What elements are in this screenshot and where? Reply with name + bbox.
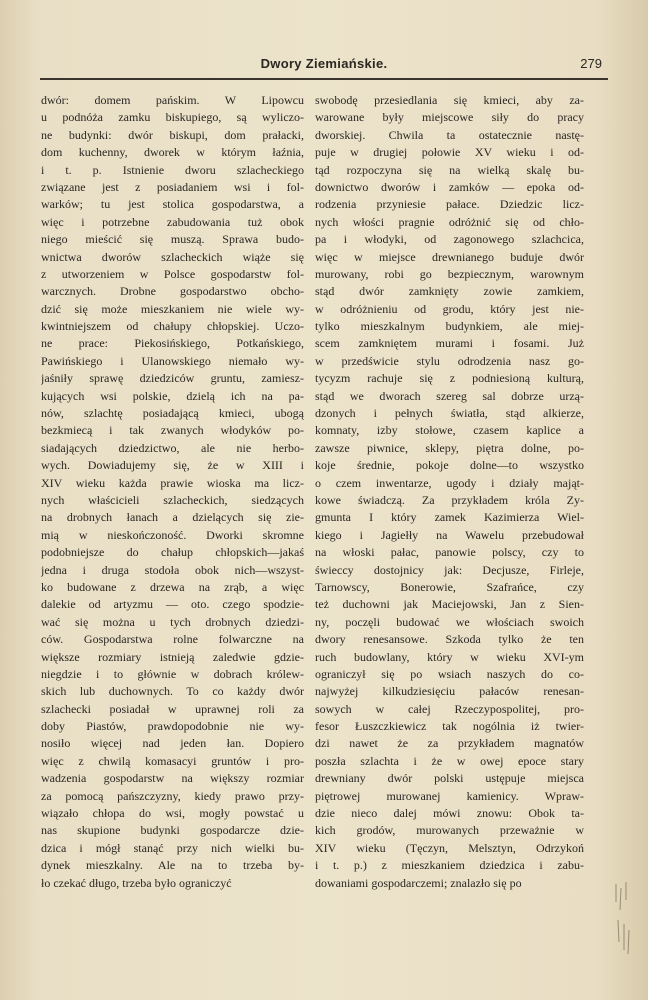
text-line: Pawińskiego i Ulanowskiego niemało wy- [41, 353, 304, 368]
text-line: swobodę przesiedlania się kmieci, aby za- [315, 93, 584, 107]
running-header [40, 56, 608, 80]
text-line: XIV wieku każda prawie wioska ma licz- [41, 475, 304, 490]
text-line: scem zamkniętem murami i fosami. Już [315, 336, 584, 351]
text-line: puje w drugiej połowie XV wieku i od- [315, 145, 584, 160]
text-line: wać się można u tych drobnych dziedzi- [41, 614, 304, 629]
text-line: downictwo dworów i zamków — epoka od- [315, 179, 584, 194]
left-text-column [41, 92, 304, 892]
text-line: szlachecki posiadał w uprawnej roli za [41, 701, 304, 716]
text-line: związane jest z posiadaniem wsi i fol- [41, 179, 304, 194]
text-line: gmunta I który zamek Kazimierza Wiel- [315, 510, 584, 525]
text-line: ruch budowlany, który w wieku XVI-ym [315, 649, 584, 664]
text-line: niego mieścić się muszą. Sprawa budo- [41, 232, 304, 247]
text-line: dzić się może mieszkaniem nie wiele wy- [41, 301, 304, 316]
text-line: kowe świadczą. Za przykładem króla Zy- [315, 492, 584, 507]
page-number: 279 [580, 56, 602, 71]
running-title: Dwory Ziemiańskie. [260, 56, 388, 71]
text-line: ko budowane z drzewa na zrąb, a więc [41, 579, 304, 594]
text-line: fesor Łuszczkiewicz tak nogólnia iż twier- [315, 719, 584, 734]
text-line: dzi nawet że za przykładem magnatów [315, 736, 584, 751]
text-line: drewniany dwór polski ustępuje miejsca [315, 771, 584, 786]
text-line: świeccy dostojnicy jak: Decjusze, Firleje, [315, 562, 584, 577]
text-line: za pomocą pańszczyzny, kiedy prawo przy- [41, 788, 304, 803]
text-line: tylko mieszkalnym budynkiem, ale miej- [315, 319, 584, 334]
text-line: kwintniejszem od chałupy chłopskiej. Uczo- [41, 319, 304, 334]
text-line: z utworzeniem w Polsce gospodarstw fol- [41, 266, 304, 281]
text-line: stąd we dworach szereg sal dobrze urzą- [315, 388, 584, 403]
text-line: Tarnowscy, Bonerowie, Szafrańce, czy [315, 579, 584, 594]
text-line: skich lub duchownych. To co każdy dwór [41, 684, 304, 699]
text-line: bezkmiecą i tak zwanych włodyków po- [41, 423, 304, 438]
right-text-column [315, 92, 584, 892]
text-line: dzie nieco dalej mówi znowu: Obok ta- [315, 806, 584, 821]
text-line: dynek mieszkalny. Ale na to trzeba by- [41, 858, 304, 873]
text-line: dalekie od artyzmu — oto. czego spodzie- [41, 597, 304, 612]
text-line: komnaty, izby stołowe, czasem kaplice a [315, 423, 584, 438]
text-line: więc w miejsce drewnianego buduje dwór [315, 249, 584, 264]
text-line: dwory renesansowe. Szkoda tylko że ten [315, 632, 584, 647]
text-line: wnictwa dworów szlacheckich wiąże się [41, 249, 304, 264]
text-line: dowaniami gospodarczemi; znalazło się po [315, 875, 522, 890]
text-line: ny, poczęli budować we włościach swoich [315, 614, 584, 629]
text-line: zawsze piwnice, sklepy, piętra dolne, po- [315, 440, 584, 455]
text-line: ne prace: Piekosińskiego, Potkańskiego, [41, 336, 304, 351]
text-line: pa i włodyki, od zagonowego szlachcica, [315, 232, 584, 247]
text-line: warcznych. Drobne gospodarstwo obcho- [41, 284, 304, 299]
text-line: nosiło więcej nad jeden łan. Dopiero [41, 736, 304, 751]
text-line: więc i potrzebne zabudowania tuż obok [41, 214, 304, 229]
text-line: XIV wieku (Tęczyn, Melsztyn, Odrzykoń [315, 840, 584, 855]
text-line: wadzenia gospodarstw na większy rozmiar [41, 771, 304, 786]
text-line: kich grodów, murowanych przeważnie w [315, 823, 584, 838]
text-line: więc z chwilą komasacyi gruntów i pro- [41, 753, 304, 768]
text-line: ne budynki: dwór biskupi, dom prałacki, [41, 127, 304, 142]
text-line: warowane były miejscowe siły do pracy [315, 110, 584, 125]
text-line: ców. Gospodarstwa rolne folwarczne na [41, 632, 304, 647]
text-line: podobniejsze do chałup chłopskich—jakaś [41, 545, 304, 560]
text-line: nych włości pragnie odróżnić się od chło- [315, 214, 584, 229]
text-line: i t. p.) z mieszkaniem dziedzica i zabu- [315, 858, 584, 873]
text-line: nów, szlachtę posiadającą kmieci, ubogą [41, 406, 304, 421]
text-line: ograniczył się po wsiach naszych do co- [315, 666, 584, 681]
text-line: piętrowej murowanej kamienicy. Wpraw- [315, 788, 584, 803]
text-line: nas skupione budynki gospodarcze dzie- [41, 823, 304, 838]
text-line: tycyzm rachuje się z podniesioną kulturą, [315, 371, 584, 386]
text-line: tąd rozpoczyna się na wielką skalę bu- [315, 162, 584, 177]
text-line: wych. Dowiadujemy się, że w XIII i [41, 458, 304, 473]
text-line: i t. p. Istnienie dworu szlacheckiego [41, 162, 304, 177]
text-line: stąd dwór zamknięty zowie zamkiem, [315, 284, 584, 299]
text-line: jaśniły sprawę dziedziców gruntu, zamiesz- [41, 371, 304, 386]
text-line: niegdzie i to głównie w dobrach królew- [41, 666, 304, 681]
text-line: dzica i mógł stanąć przy nich wielki bu- [41, 840, 304, 855]
text-line: nych właścicieli szlacheckich, siedzących [41, 492, 304, 507]
text-line: murowany, robi go bezpiecznym, warownym [315, 266, 584, 281]
text-line: kujących wsi polskie, dzielą ich na pa- [41, 388, 304, 403]
text-line: siadających dziedzictwo, ale nie herbo- [41, 440, 304, 455]
text-line: ło czekać długo, trzeba było ograniczyć [41, 875, 232, 890]
text-line: u podnóża zamku biskupiego, są wyliczo- [41, 110, 304, 125]
text-line: o czem inwentarze, ugody i działy mająt- [315, 475, 584, 490]
text-line: kiego i Jagiełły na Wawelu przebudował [315, 527, 584, 542]
text-line: na drobnych łanach a dzielących się zie- [41, 510, 304, 525]
text-line: najwyżej kilkudziesięciu pałaców renesan- [315, 684, 584, 699]
text-line: dom kuchenny, dworek w którym łaźnia, [41, 145, 304, 160]
text-line: dworskiej. Chwila ta ostatecznie nastę- [315, 127, 584, 142]
text-line: koje średnie, pokoje dolne—to wszystko [315, 458, 584, 473]
text-line: w odróżnieniu od grodu, który jest nie- [315, 301, 584, 316]
text-line: mią w nieskończoność. Dworki skromne [41, 527, 304, 542]
margin-pencil-marks [612, 880, 636, 960]
text-line: wiązało chłopa do wsi, mogły powstać u [41, 806, 304, 821]
text-line: rodzenia przyniesie pałace. Dziedzic licz- [315, 197, 584, 212]
text-line: warków; tu jest stolica gospodarstwa, a [41, 197, 304, 212]
text-line: w przedświcie stylu odrodzenia nasz go- [315, 353, 584, 368]
text-line: dzonych i pełnych światła, stąd alkierze, [315, 406, 584, 421]
text-line: doby Piastów, prawdopodobnie nie wy- [41, 719, 304, 734]
text-line: też duchowni jak Maciejowski, Jan z Sien- [315, 597, 584, 612]
text-line: większe rozmiary istnieją zaledwie gdzie- [41, 649, 304, 664]
text-line: sowych w całej Rzeczypospolitej, pro- [315, 701, 584, 716]
text-line: na włoski pałac, panowie polscy, czy to [315, 545, 584, 560]
text-line: jedna i druga stodoła obok nich—wszyst- [41, 562, 304, 577]
text-line: poszła szlachta i że w owej epoce stary [315, 753, 584, 768]
text-line: dwór: domem pańskim. W Lipowcu [41, 93, 304, 107]
